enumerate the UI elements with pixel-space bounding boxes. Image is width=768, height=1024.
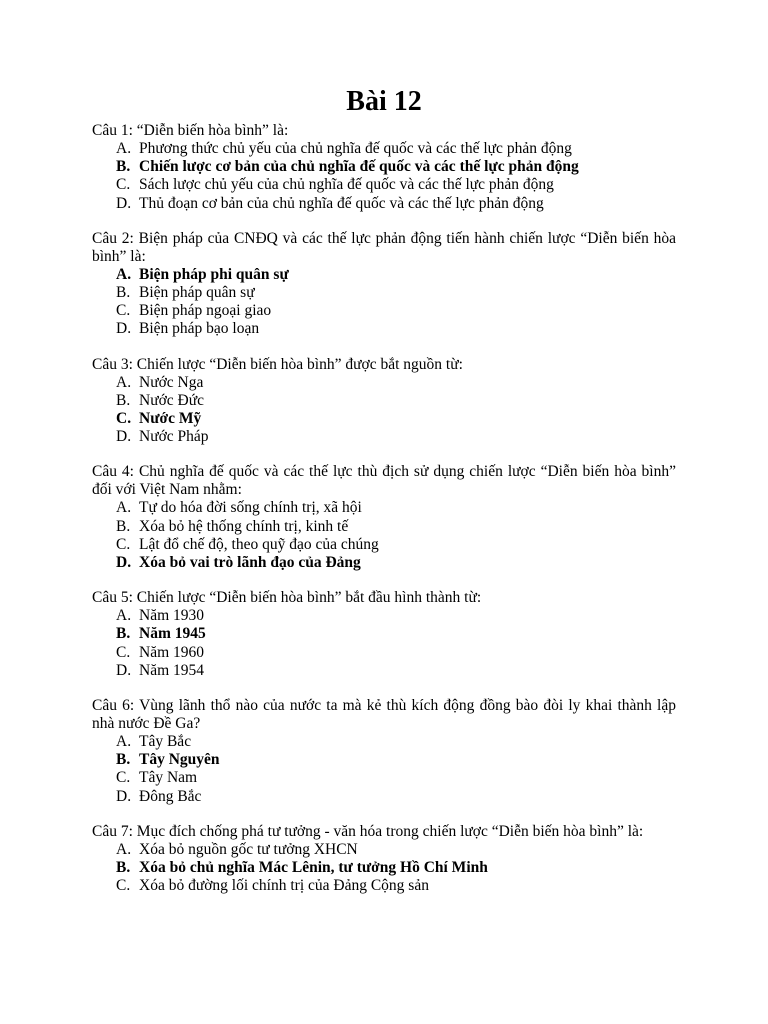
option-text: Năm 1945 <box>139 625 206 643</box>
option-text: Biện pháp quân sự <box>139 284 255 302</box>
answer-options <box>92 841 676 896</box>
option-text: Biện pháp phi quân sự <box>139 265 289 283</box>
option-letter: B. <box>116 284 131 302</box>
answer-option <box>116 769 676 787</box>
question-text: Câu 6: Vùng lãnh thổ nào của nước ta mà kẻ thù kích động đồng bào đòi ly khai thành lập nhà nước Đề Ga? <box>92 697 676 733</box>
option-text: Tây Nam <box>139 769 198 787</box>
answer-option <box>116 841 676 859</box>
option-letter: B. <box>116 391 131 409</box>
question-block <box>92 356 676 447</box>
option-text: Năm 1930 <box>139 607 205 625</box>
answer-option <box>116 195 676 213</box>
question-block <box>92 697 676 806</box>
question-text: Câu 3: Chiến lược “Diễn biến hòa bình” được bắt nguồn từ: <box>92 355 463 373</box>
option-text: Nước Mỹ <box>139 410 202 428</box>
option-text: Năm 1960 <box>139 643 205 661</box>
question-text: Câu 1: “Diễn biến hòa bình” là: <box>92 122 289 139</box>
answer-option <box>116 644 676 662</box>
question-block <box>92 230 676 339</box>
answer-option <box>116 499 676 517</box>
option-letter: D. <box>116 787 132 805</box>
answer-option <box>116 176 676 194</box>
option-letter: C. <box>116 302 131 320</box>
answer-option <box>116 284 676 302</box>
option-letter: C. <box>116 769 131 787</box>
answer-option <box>116 733 676 751</box>
option-text: Xóa bỏ đường lối chính trị của Đảng Cộng sản <box>139 877 429 895</box>
answer-options <box>92 733 676 806</box>
option-letter: C. <box>116 535 131 553</box>
option-text: Thủ đoạn cơ bản của chủ nghĩa đế quốc và các thế lực phản động <box>139 194 544 212</box>
answer-options <box>92 607 676 680</box>
option-letter: B. <box>116 625 131 643</box>
question-text: Câu 7: Mục đích chống phá tư tưởng - văn hóa trong chiến lược “Diễn biến hòa bình” là: <box>92 822 644 840</box>
answer-option-correct <box>116 158 676 176</box>
answer-option <box>116 140 676 158</box>
option-text: Tây Bắc <box>139 733 192 751</box>
answer-option-correct <box>116 554 676 572</box>
option-text: Xóa bỏ nguồn gốc tư tưởng XHCN <box>139 840 358 858</box>
answer-option <box>116 536 676 554</box>
option-letter: A. <box>116 607 132 625</box>
option-text: Năm 1954 <box>139 661 205 679</box>
question-text: Câu 2: Biện pháp của CNĐQ và các thế lực phản động tiến hành chiến lược “Diễn biến hòa bình” là: <box>92 229 676 265</box>
option-letter: D. <box>116 428 132 446</box>
option-text: Xóa bỏ hệ thống chính trị, kinh tế <box>139 517 349 535</box>
option-letter: A. <box>116 499 132 517</box>
answer-option <box>116 392 676 410</box>
answer-options <box>92 499 676 572</box>
question-text: Câu 5: Chiến lược “Diễn biến hòa bình” bắt đầu hình thành từ: <box>92 589 482 607</box>
page-title: Bài 12 <box>346 86 422 117</box>
option-text: Tây Nguyên <box>139 751 220 769</box>
option-letter: A. <box>116 373 132 391</box>
option-letter: A. <box>116 733 132 751</box>
answer-option-correct <box>116 410 676 428</box>
question-list <box>92 122 676 895</box>
option-letter: B. <box>116 517 131 535</box>
question-block <box>92 463 676 572</box>
option-text: Nước Pháp <box>139 428 209 446</box>
option-text: Phương thức chủ yếu của chủ nghĩa đế quốc và các thế lực phản động <box>139 140 572 157</box>
option-text: Lật đổ chế độ, theo quỹ đạo của chúng <box>139 535 379 553</box>
answer-option <box>116 662 676 680</box>
option-letter: C. <box>116 176 131 194</box>
option-letter: B. <box>116 158 131 176</box>
answer-options <box>92 140 676 213</box>
question-text: Câu 4: Chủ nghĩa đế quốc và các thế lực thù địch sử dụng chiến lược “Diễn biến hòa bình” đối với Việt Nam nhằm: <box>92 463 676 499</box>
option-letter: D. <box>116 194 132 212</box>
option-text: Chiến lược cơ bản của chủ nghĩa đế quốc và các thế lực phản động <box>139 158 579 176</box>
option-text: Xóa bỏ chủ nghĩa Mác Lênin, tư tưởng Hồ Chí Minh <box>139 859 488 877</box>
option-letter: D. <box>116 661 132 679</box>
answer-option-correct <box>116 859 676 877</box>
option-letter: A. <box>116 265 132 283</box>
answer-option <box>116 320 676 338</box>
option-text: Đông Bắc <box>139 787 202 805</box>
option-text: Xóa bỏ vai trò lãnh đạo của Đảng <box>139 554 361 572</box>
option-letter: B. <box>116 859 131 877</box>
option-text: Nước Đức <box>139 391 205 409</box>
answer-option-correct <box>116 751 676 769</box>
answer-option <box>116 374 676 392</box>
answer-options <box>92 374 676 447</box>
answer-option <box>116 518 676 536</box>
option-letter: A. <box>116 840 132 858</box>
question-block <box>92 122 676 213</box>
option-text: Sách lược chủ yếu của chủ nghĩa đế quốc và các thế lực phản động <box>139 176 554 194</box>
answer-option <box>116 607 676 625</box>
answer-option <box>116 877 676 895</box>
answer-option-correct <box>116 625 676 643</box>
option-letter: C. <box>116 410 132 428</box>
option-letter: C. <box>116 643 131 661</box>
answer-option <box>116 302 676 320</box>
option-letter: C. <box>116 877 131 895</box>
option-text: Tự do hóa đời sống chính trị, xã hội <box>139 499 362 517</box>
option-text: Nước Nga <box>139 373 204 391</box>
question-block <box>92 823 676 896</box>
option-text: Biện pháp bạo loạn <box>139 320 260 338</box>
answer-option <box>116 788 676 806</box>
option-text: Biện pháp ngoại giao <box>139 302 272 320</box>
option-letter: B. <box>116 751 131 769</box>
option-letter: D. <box>116 554 132 572</box>
answer-options <box>92 266 676 339</box>
answer-option-correct <box>116 266 676 284</box>
question-block <box>92 589 676 680</box>
option-letter: A. <box>116 140 132 157</box>
option-letter: D. <box>116 320 132 338</box>
answer-option <box>116 428 676 446</box>
